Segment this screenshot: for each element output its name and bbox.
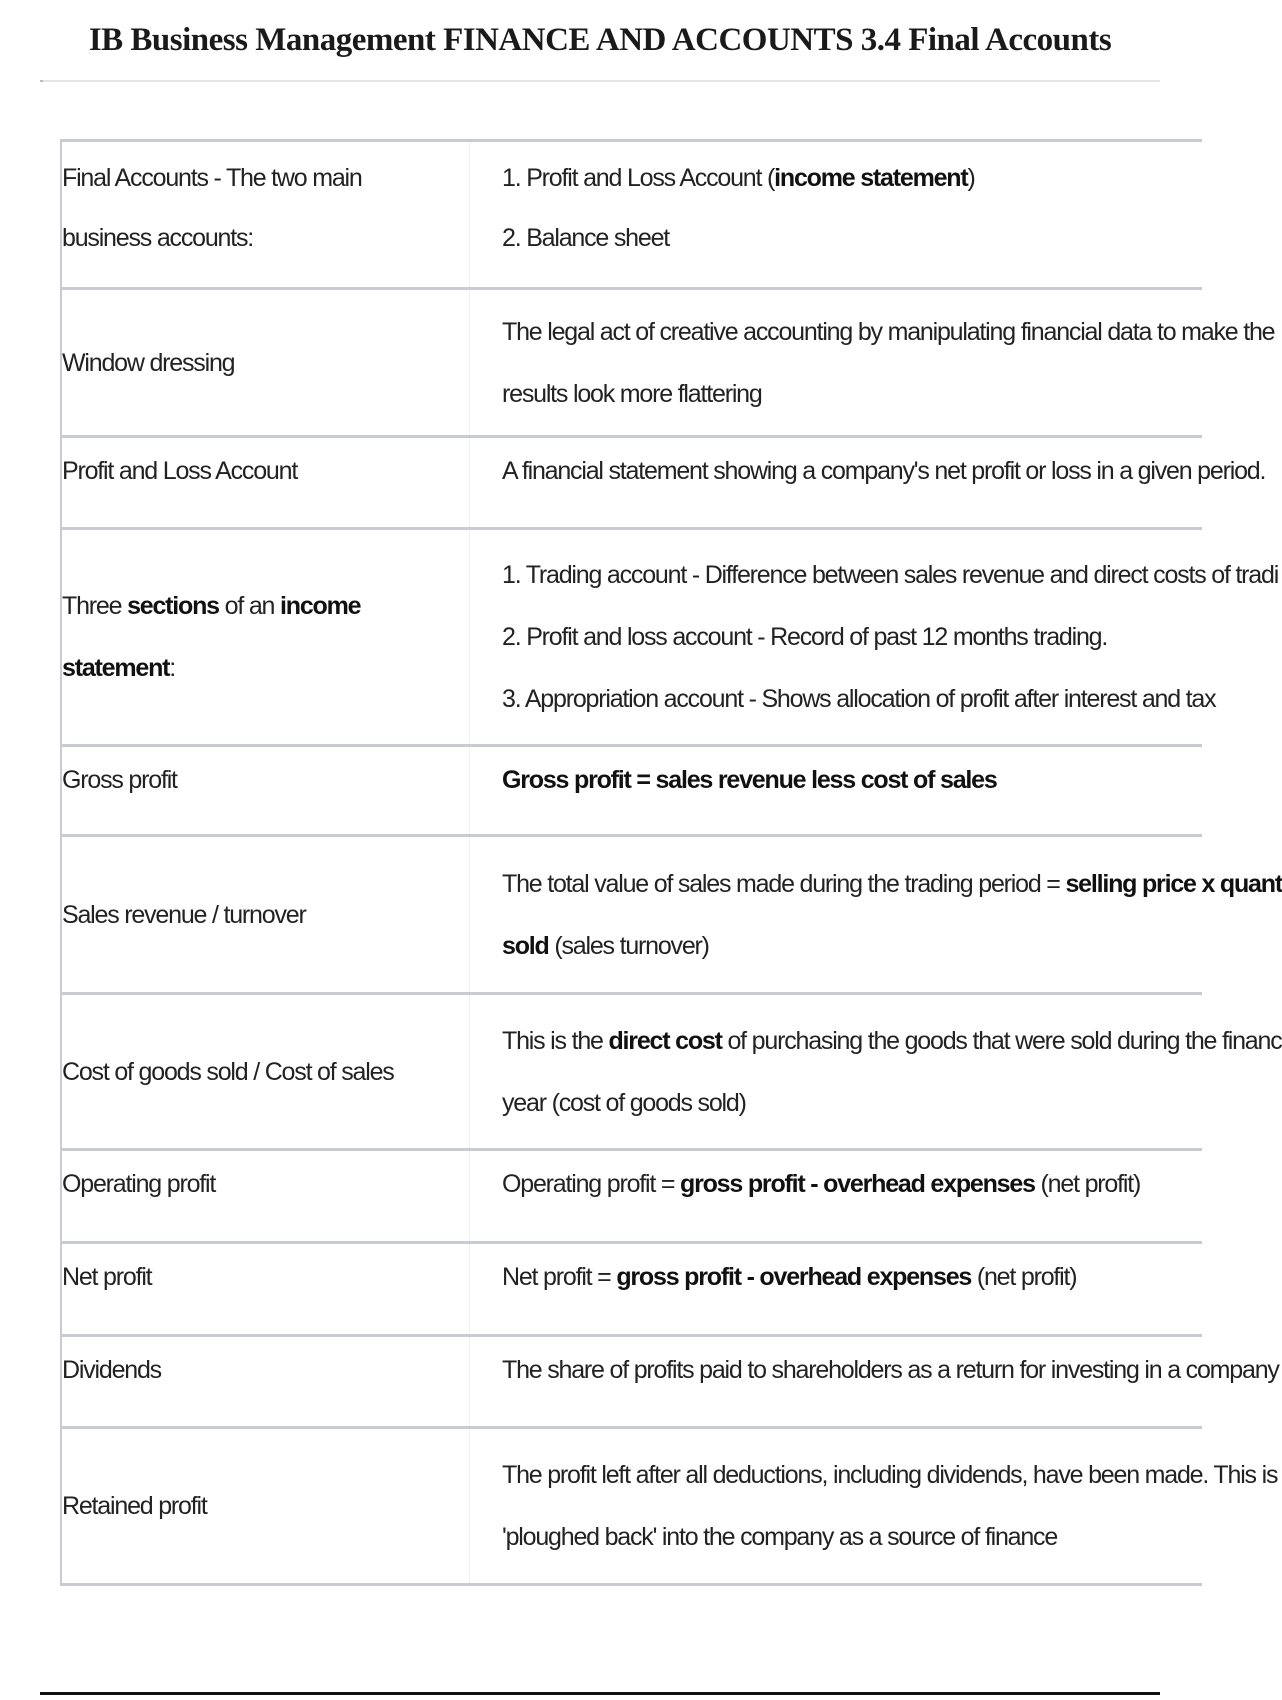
- definition-cell: [470, 530, 1278, 744]
- term-text: Retained profit: [62, 1492, 207, 1520]
- definition-text: The total value of sales made during the trading period =: [502, 869, 1066, 898]
- table-row-retained-profit: [62, 1429, 1278, 1586]
- definition-text: of purchasing the goods that were sold during the financ: [721, 1026, 1282, 1055]
- term-cell: [62, 142, 470, 287]
- definition-emphasis: income statement: [774, 164, 968, 192]
- definition-cell: [470, 1429, 1277, 1583]
- definition-text: (net profit): [1034, 1170, 1141, 1198]
- definition-line: The profit left after all deductions, including dividends, have been made. This is: [502, 1461, 1278, 1489]
- term-cell: [62, 747, 470, 834]
- title-divider: [40, 80, 1160, 82]
- definition-line: 2. Balance sheet: [502, 224, 670, 252]
- term-text: :: [169, 654, 176, 682]
- term-emphasis: income statement: [62, 592, 361, 682]
- term-cell: [62, 1337, 470, 1426]
- definition-line: [502, 853, 1282, 915]
- term-cell: [62, 438, 470, 527]
- term-text: Operating profit: [62, 1170, 216, 1198]
- table-row-net-profit: [62, 1244, 1202, 1337]
- margin-mark: [40, 80, 43, 82]
- definition-cell: [470, 438, 1265, 527]
- definitions-table: [60, 139, 1282, 1586]
- term-cell: [62, 530, 470, 744]
- definition-cell: [470, 1337, 1279, 1426]
- term-text: Profit and Loss Account: [62, 457, 298, 485]
- definition-line: [502, 1153, 1202, 1215]
- term-cell: [62, 1429, 470, 1583]
- table-row-gross-profit: [62, 747, 1202, 837]
- definition-cell: [470, 995, 1282, 1148]
- definition-emphasis: selling price x quant: [1065, 869, 1282, 898]
- definition-text: Operating profit =: [502, 1170, 681, 1198]
- definition-line: year (cost of goods sold): [502, 1088, 746, 1117]
- term-text: Cost of goods sold / Cost of sales: [62, 1057, 394, 1086]
- definition-line: 'ploughed back' into the company as a source of finance: [502, 1523, 1058, 1551]
- table-row-operating-profit: [62, 1151, 1202, 1244]
- definition-line: 3. Appropriation account - Shows allocation of profit after interest and tax: [502, 685, 1216, 713]
- table-row-cost-of-goods-sold: [62, 995, 1282, 1151]
- definition-cell: [470, 1244, 1202, 1334]
- definition-emphasis: gross profit - overhead expenses: [680, 1170, 1035, 1198]
- definition-text: This is the: [502, 1026, 609, 1055]
- term-text: Gross profit: [62, 766, 177, 794]
- definition-cell: [470, 142, 1202, 287]
- definition-cell: [470, 1151, 1202, 1241]
- definition-text: (net profit): [971, 1263, 1077, 1291]
- page-bottom-divider: [40, 1692, 1160, 1695]
- definition-cell: [470, 290, 1274, 435]
- table-row-profit-loss-account: [62, 438, 1266, 530]
- definition-line: The share of profits paid to shareholders as a return for investing in a company: [502, 1356, 1279, 1384]
- definition-line: 2. Profit and loss account - Record of past 12 months trading.: [502, 623, 1108, 651]
- table-row-final-accounts: [62, 142, 1202, 290]
- term-cell: [62, 1244, 470, 1334]
- definition-line: 1. Trading account - Difference between sales revenue and direct costs of tradi: [502, 561, 1279, 589]
- table-row-income-statement-sections: [62, 530, 1279, 747]
- definition-cell: [470, 747, 1202, 834]
- definition-line: [502, 1010, 1282, 1072]
- table-row-dividends: [62, 1337, 1279, 1429]
- page-title: IB Business Management FINANCE AND ACCOUNTS 3.4 Final Accounts: [88, 22, 1112, 58]
- term-text: Dividends: [62, 1356, 161, 1384]
- definition-line: [502, 915, 1282, 977]
- definition-line: results look more flattering: [502, 379, 762, 408]
- definition-text: Net profit =: [502, 1263, 617, 1291]
- term-emphasis: sections: [127, 592, 219, 620]
- definition-line: [502, 148, 1202, 208]
- term-text: Sales revenue / turnover: [62, 900, 306, 929]
- term-cell: [62, 1151, 470, 1241]
- term-text: Window dressing: [62, 348, 235, 377]
- definition-line: A financial statement showing a company's net profit or loss in a given period.: [502, 457, 1266, 485]
- definition-cell: [470, 837, 1282, 992]
- definition-text: 1. Profit and Loss Account (: [502, 164, 775, 192]
- definition-line: The legal act of creative accounting by manipulating financial data to make the: [502, 317, 1275, 346]
- table-row-window-dressing: [62, 290, 1275, 438]
- definition-emphasis: gross profit - overhead expenses: [616, 1263, 972, 1291]
- term-cell: [62, 837, 470, 992]
- definition-line: [502, 1246, 1202, 1308]
- term-text: Three: [62, 592, 128, 620]
- term-cell: [62, 995, 470, 1148]
- table-row-sales-revenue: [62, 837, 1282, 995]
- definition-text: ): [967, 164, 975, 192]
- term-text: Final Accounts - The two main business accounts:: [62, 164, 362, 252]
- term-text: [62, 575, 449, 699]
- definition-text: (sales turnover): [548, 931, 709, 960]
- definition-line: Gross profit = sales revenue less cost of sales: [502, 766, 997, 794]
- term-text: Net profit: [62, 1263, 152, 1291]
- term-cell: [62, 290, 470, 435]
- definition-emphasis: sold: [502, 931, 549, 960]
- term-text: of an: [218, 592, 281, 620]
- definition-emphasis: direct cost: [608, 1026, 722, 1055]
